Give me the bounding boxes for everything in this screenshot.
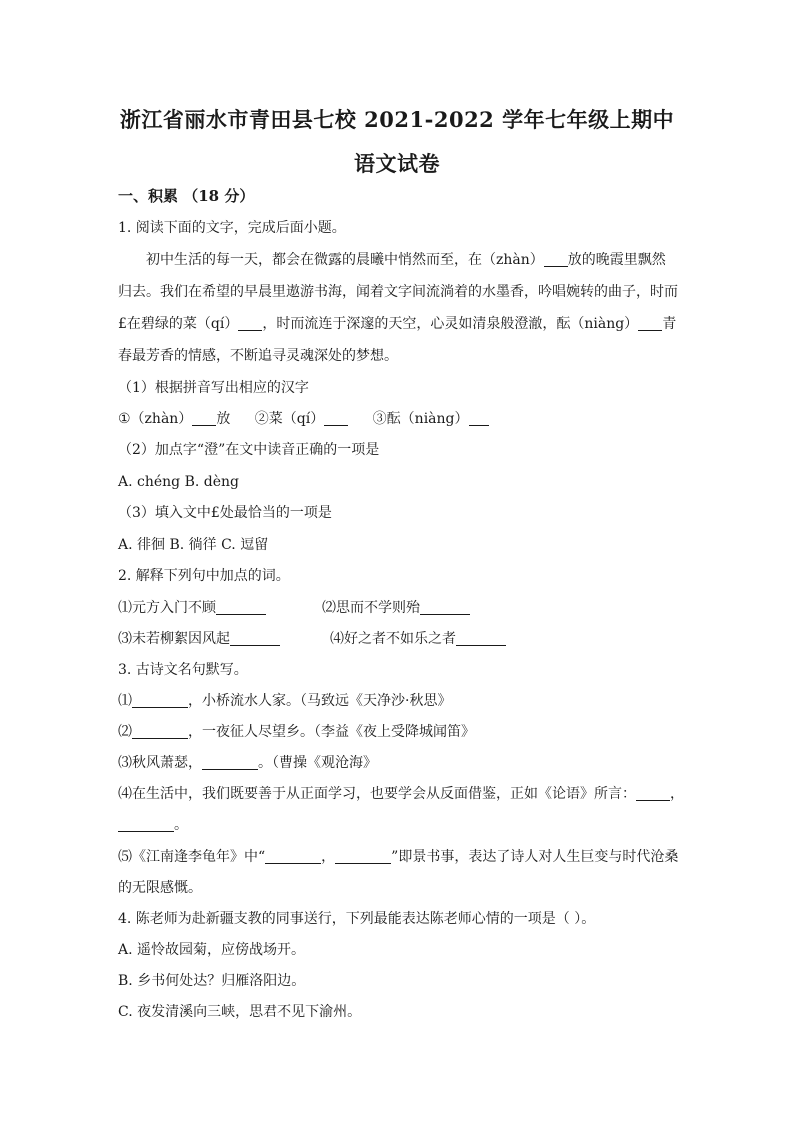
passage-line-2	[118, 283, 678, 301]
item-label: ⑷好之者不如乐之者	[330, 631, 456, 647]
item-label: ⑴元方入门不顾	[118, 600, 216, 616]
question-2-prompt: 2. 解释下列句中加点的词。	[118, 568, 290, 584]
q2-item-2	[322, 599, 470, 617]
q3-item-5	[118, 848, 678, 866]
item-label: ⑶未若柳絮因风起	[118, 631, 230, 647]
passage-line-1	[146, 251, 666, 269]
question-3-prompt: 3. 古诗文名句默写。	[118, 662, 248, 678]
item-label: ⑵	[118, 724, 132, 740]
passage-text: ，时而流连于深邃的天空，心灵如清泉般澄澈，酝（niàng）	[262, 316, 639, 332]
item-label: ⑴	[118, 693, 132, 709]
item-text: ，小桥流水人家。（马致远《天净沙·秋思》	[188, 693, 452, 709]
item-text: 。	[174, 817, 188, 833]
question-1-prompt: 1. 阅读下面的文字，完成后面小题。	[118, 220, 346, 236]
item-text: 。（曹操《观沧海》	[258, 755, 377, 771]
item-text: ⑸《江南逢李龟年》中“	[118, 849, 266, 865]
answer-blank[interactable]	[456, 631, 506, 646]
q2-item-4	[330, 630, 506, 648]
exam-title-line2: 语文试卷	[354, 151, 440, 176]
sub-question-3-prompt: （3）填入文中£处最恰当的一项是	[118, 505, 332, 521]
item-text: ⑷在生活中，我们既要善于从正面学习，也要学会从反面借鉴，正如《论语》所言：	[118, 786, 636, 802]
sub-question-1-items	[118, 410, 489, 428]
q3-item-4-cont	[118, 816, 188, 834]
answer-blank[interactable]	[265, 849, 321, 864]
item-label: ⑵思而不学则殆	[322, 600, 420, 616]
answer-blank[interactable]	[230, 631, 280, 646]
passage-text: £在碧绿的菜（qí）	[118, 316, 239, 332]
sub-question-2-options: A. chéng B. dèng	[118, 474, 239, 490]
passage-line-4	[118, 347, 398, 365]
exam-title-line1: 浙江省丽水市青田县七校 2021-2022 学年七年级上期中	[119, 107, 675, 132]
answer-blank[interactable]	[118, 817, 174, 832]
q3-item-3	[118, 754, 377, 772]
answer-blank[interactable]	[638, 316, 662, 331]
passage-text: 初中生活的每一天，都会在微露的晨曦中悄然而至，在（zhàn）	[146, 252, 544, 268]
passage-text: 春最芳香的情感，不断追寻灵魂深处的梦想。	[118, 348, 398, 364]
answer-blank[interactable]	[216, 600, 266, 615]
answer-blank[interactable]	[420, 600, 470, 615]
q2-item-1	[118, 599, 266, 617]
answer-blank[interactable]	[324, 411, 348, 426]
section-heading: 一、积累 （18 分）	[118, 187, 255, 205]
item-text: ，	[670, 786, 684, 802]
q3-item-5-cont: 的无限感慨。	[118, 880, 202, 896]
question-4-prompt: 4. 陈老师为赴新疆支教的同事送行，下列最能表达陈老师心情的一项是（ ）。	[118, 911, 596, 927]
answer-blank[interactable]	[238, 316, 262, 331]
item-text: ，一夜征人尽望乡。（李益《夜上受降城闻笛》	[188, 724, 475, 740]
passage-line-3	[118, 315, 676, 333]
item-label: ②菜（qí）	[254, 411, 325, 427]
q2-item-3	[118, 630, 280, 648]
passage-text: 放的晚霞里飘然	[567, 252, 666, 268]
passage-text: 归去。我们在希望的早晨里遨游书海，闻着文字间流淌着的水墨香，吟唱婉转的曲子，时而	[118, 284, 678, 300]
answer-blank[interactable]	[469, 411, 489, 426]
q3-item-1	[118, 692, 451, 710]
sub-question-1-prompt: （1）根据拼音写出相应的汉字	[118, 380, 309, 396]
answer-blank[interactable]	[335, 849, 391, 864]
q4-option-a: A. 遥怜故园菊，应傍战场开。	[118, 942, 306, 958]
q4-option-b: B. 乡书何处达？归雁洛阳边。	[118, 973, 306, 989]
q3-item-4	[118, 785, 684, 803]
q3-item-2	[118, 723, 475, 741]
passage-text: 青	[662, 316, 677, 332]
item-text: ”即景书事，表达了诗人对人生巨变与时代沧桑	[391, 849, 679, 865]
item-label: ③酝（niàng）	[372, 411, 469, 427]
sub-question-3-options: A. 徘徊 B. 徜徉 C. 逗留	[118, 537, 269, 553]
answer-blank[interactable]	[544, 252, 568, 267]
answer-blank[interactable]	[132, 724, 188, 739]
item-label: 放	[216, 411, 231, 427]
item-text: ，	[321, 849, 336, 865]
answer-blank[interactable]	[636, 786, 670, 801]
q4-option-c: C. 夜发清溪向三峡，思君不见下渝州。	[118, 1004, 362, 1020]
sub-question-2-prompt: （2）加点字“澄”在文中读音正确的一项是	[118, 442, 380, 458]
answer-blank[interactable]	[202, 755, 258, 770]
answer-blank[interactable]	[192, 411, 216, 426]
item-label: ①（zhàn）	[118, 411, 193, 427]
answer-blank[interactable]	[132, 693, 188, 708]
item-text: ⑶秋风萧瑟，	[118, 755, 202, 771]
